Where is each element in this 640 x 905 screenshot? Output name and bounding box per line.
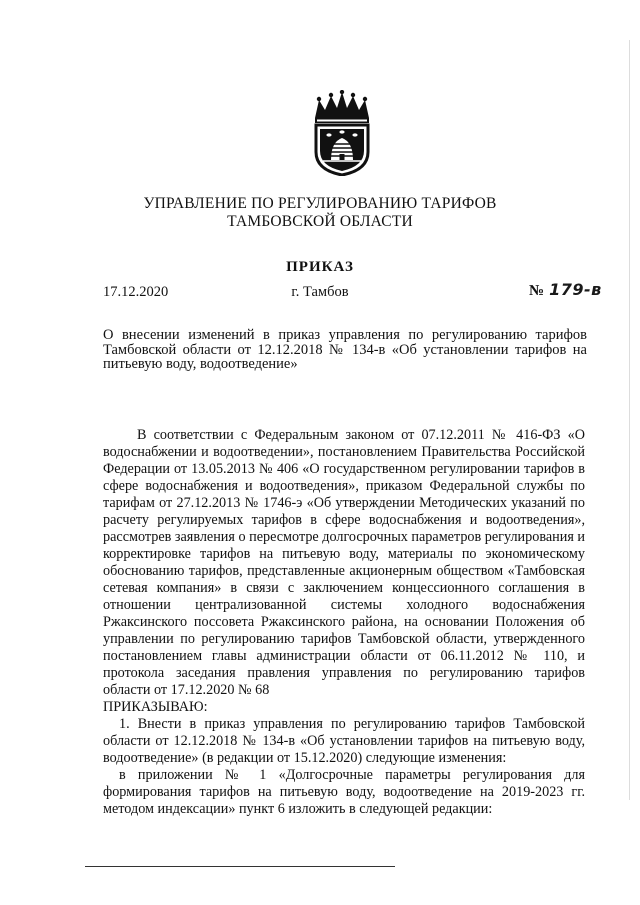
footnote-divider — [85, 866, 395, 867]
scan-edge-line — [629, 40, 630, 800]
order-item-1: 1. Внести в приказ управления по регулированию тарифов Тамбовской области от 12.12.2018 № 134-в «Об установлении тарифов на питьевую воду, водоотведение» (в редакции от 15.12.2020) следующие изменения: — [103, 716, 585, 766]
tambov-coat-of-arms-icon — [301, 90, 383, 176]
order-subject: О внесении изменений в приказ управления по регулированию тарифов Тамбовской области от 12.12.2018 № 134-в «Об установлении тарифов на питьевую воду, водоотведение» — [103, 327, 587, 372]
preamble-paragraph: В соответствии с Федеральным законом от 07.12.2011 № 416-ФЗ «О водоснабжении и водоотведении», постановлением Правительства Российской Федерации от 13.05.2013 № 406 «О государственном регулировании тарифов в сфере водоснабжения и водоотведения», приказом Федеральной службы по тарифам от 27.12.2013 № 1746-э «Об утверждении Методических указаний по расчету регулируемых тарифов в сфере водоснабжения и водоотведения», рассмотрев заявления о пересмотре долгосрочных параметров регулирования и корректировке тарифов на питьевую воду, материалы по экономическому обоснованию тарифов, представленные акционерным обществом «Тамбовская сетевая компания» в связи с заключением концессионного соглашения в отношении централизованной системы холодного водоснабжения Ржаксинского поссовета Ржаксинского района, на основании Положения об управлении по регулированию тарифов Тамбовской области, утвержденного постановлением главы администрации области от 06.11.2012 № 110, и протокола заседания правления управления по регулированию тарифов области от 17.12.2020 № 68 — [103, 427, 585, 698]
order-number — [529, 280, 602, 300]
order-item-1-sub: в приложении № 1 «Долгосрочные параметры регулирования для формирования тарифов на питьевую воду, водоотведение на 2019-2023 гг. методом индексации» пункт 6 изложить в следующей редакции: — [103, 767, 585, 817]
org-name-line2: ТАМБОВСКОЙ ОБЛАСТИ — [227, 213, 413, 230]
number-sign: № — [529, 283, 545, 299]
order-date: 17.12.2020 — [103, 284, 169, 300]
org-name-line1: УПРАВЛЕНИЕ ПО РЕГУЛИРОВАНИЮ ТАРИФОВ — [143, 195, 497, 212]
document-title: ПРИКАЗ — [286, 259, 354, 275]
handwritten-order-number: 179-в — [549, 280, 602, 299]
order-body — [103, 427, 585, 818]
decree-word: ПРИКАЗЫВАЮ: — [103, 699, 208, 715]
order-city: г. Тамбов — [291, 284, 349, 300]
